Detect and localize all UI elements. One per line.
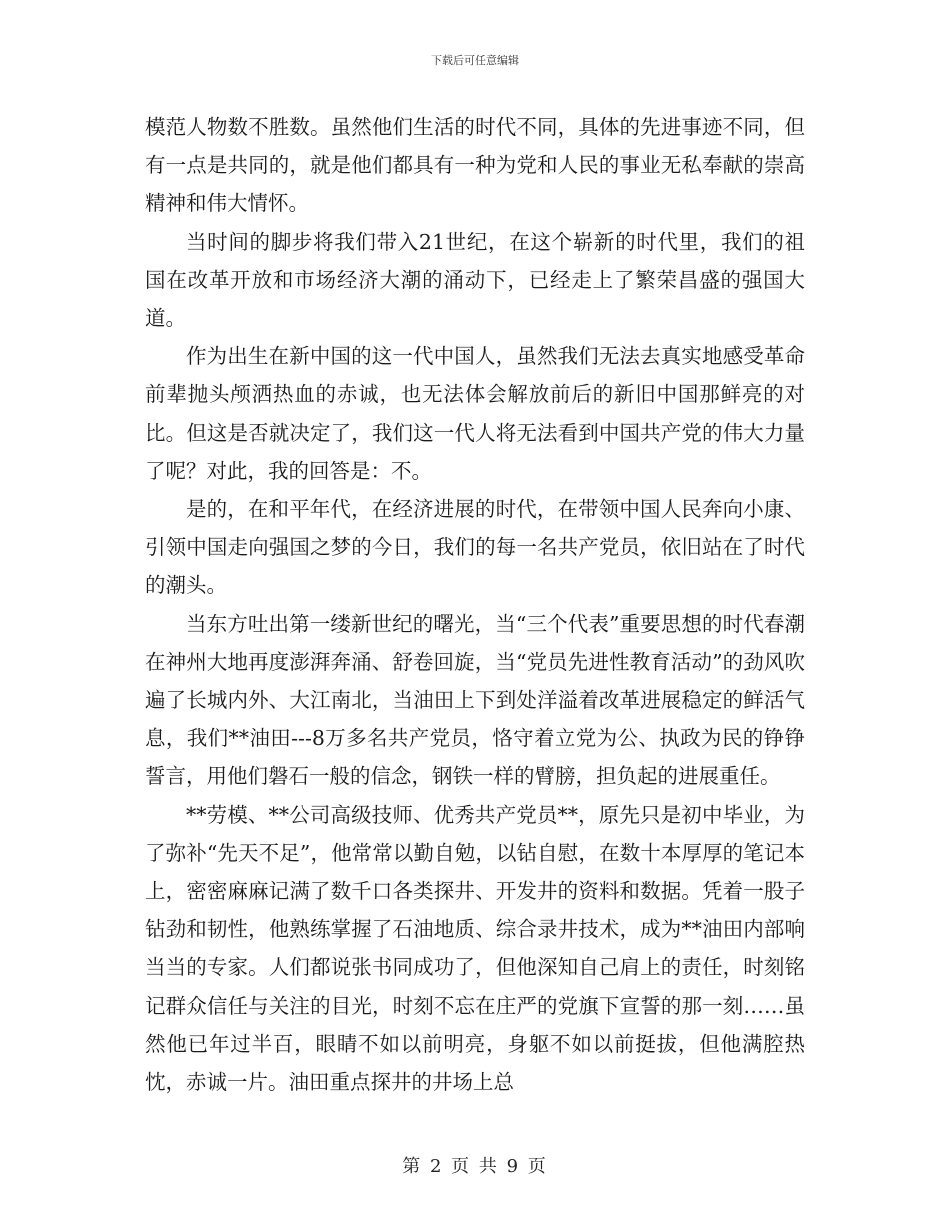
page-header: 下载后可任意编辑: [431, 54, 519, 67]
paragraph-4: 是的，在和平年代，在经济进展的时代，在带领中国人民奔向小康、引领中国走向强国之梦的今日，我们的每一名共产党员，依旧站在了时代的潮头。: [145, 497, 805, 598]
paragraph-6: **劳模、**公司高级技师、优秀共产党员**，原先只是初中毕业，为了弥补“先天不足”，他常常以勤自勉，以钻自慰，在数十本厚厚的笔记本上，密密麻麻记满了数千口各类探井、开发井的资料和数据。凭着一股子钻劲和韧性，他熟练掌握了石油地质、综合录井技术，成为**油田内部响当当的专家。人们都说张书同成功了，但他深知自己肩上的责任，时刻铭记群众信任与关注的目光，时刻不忘在庄严的党旗下宣誓的那一刻……虽然他已年过半百，眼睛不如以前明亮，身躯不如以前挺拔，但他满腔热忱，赤诚一片。油田重点探井的井场上总: [145, 802, 805, 1095]
paragraph-1: 模范人物数不胜数。虽然他们生活的时代不同，具体的先进事迹不同，但有一点是共同的，就是他们都具有一种为党和人民的事业无私奉献的崇高精神和伟大情怀。: [145, 115, 805, 216]
paragraph-5: 当东方吐出第一缕新世纪的曙光，当“三个代表”重要思想的时代春潮在神州大地再度澎湃奔涌、舒卷回旋，当“党员先进性教育活动”的劲风吹遍了长城内外、大江南北，当油田上下到处洋溢着改革进展稳定的鲜活气息，我们**油田---8万多名共产党员，恪守着立党为公、执政为民的铮铮誓言，用他们磐石一般的信念，钢铁一样的臂膀，担负起的进展重任。: [145, 611, 805, 789]
page-footer-page-number: 第 2 页 共 9 页: [402, 1156, 548, 1177]
paragraph-3: 作为出生在新中国的这一代中国人，虽然我们无法去真实地感受革命前辈抛头颅洒热血的赤诚，也无法体会解放前后的新旧中国那鲜亮的对比。但这是否就决定了，我们这一代人将无法看到中国共产党的伟大力量了呢？对此，我的回答是：不。: [145, 344, 805, 483]
paragraph-2: 当时间的脚步将我们带入21世纪，在这个崭新的时代里，我们的祖国在改革开放和市场经济大潮的涌动下，已经走上了繁荣昌盛的强国大道。: [145, 229, 805, 331]
document-body: [145, 108, 805, 1101]
